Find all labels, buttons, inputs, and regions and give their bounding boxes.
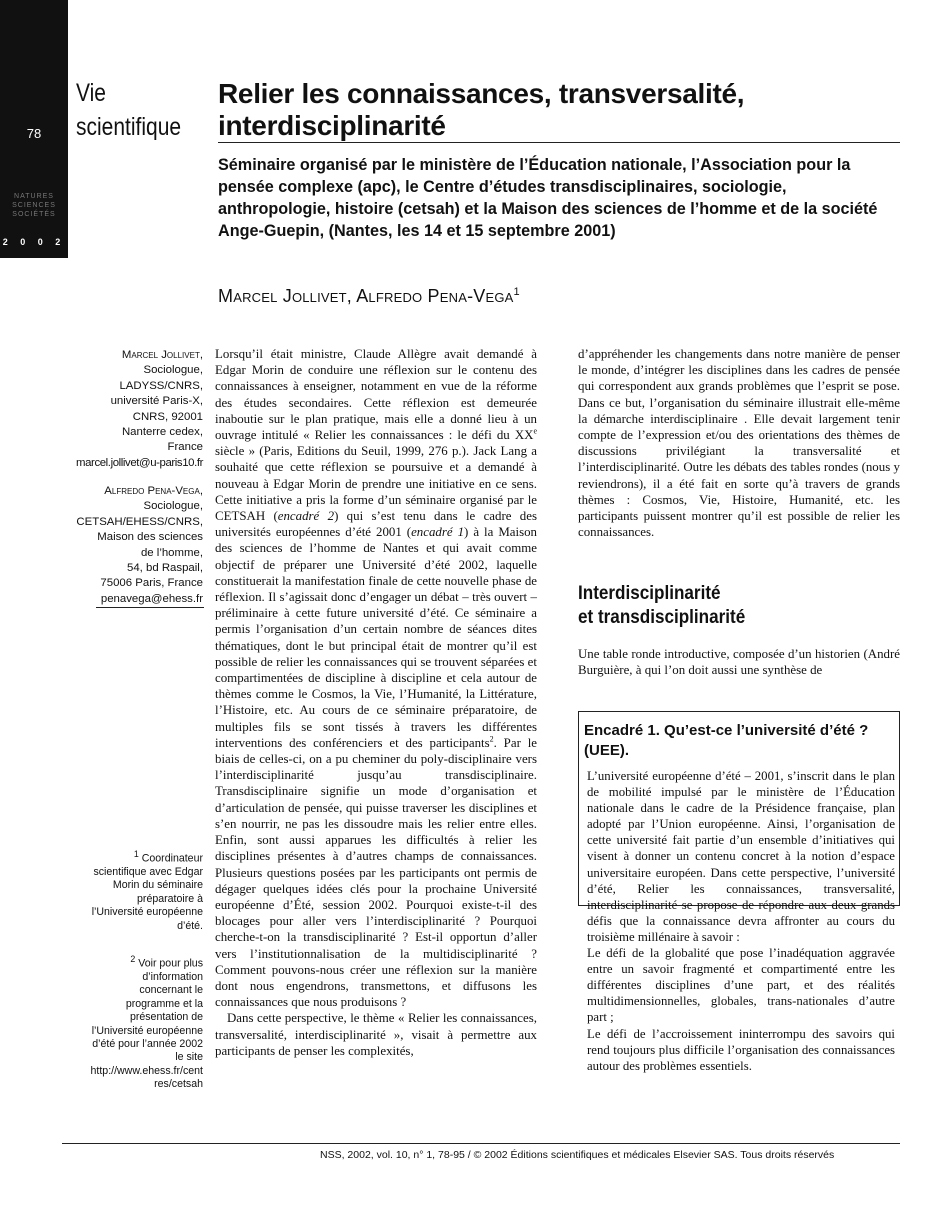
title-rule bbox=[218, 142, 900, 143]
body-paragraph: Une table ronde introductive, composée d’un historien (André Burguière, à qui l’on doit aussi une synthèse de bbox=[578, 647, 900, 678]
footnote-text: Coordinateur scientifique avec Edgar Morin du séminaire préparatoire à l’Université européenne d’été. bbox=[91, 852, 203, 932]
affiliation-line: France bbox=[167, 441, 203, 454]
authors-footnote-mark: 1 bbox=[513, 286, 520, 298]
citation-line: NSS, 2002, vol. 10, n° 1, 78-95 / © 2002 Éditions scientifiques et médicales Elsevier SAS. Tous droits réservés bbox=[320, 1149, 835, 1161]
journal-abbrev: NATURES SCIENCES SOCIÉTÉS bbox=[12, 193, 56, 218]
encadre-1-text bbox=[587, 768, 895, 1074]
body-paragraph: d’appréhender les changements dans notre manière de penser le monde, d’intégrer les disciplines dans les cadres de pensée qui correspondent aux grands problèmes que l’esprit se pose. Dans ce but, l’organisation du séminaire illustrait elle-même la démarche interdisciplinaire . Elle devait largement tenir compte de l’expression et/ou des orientations des thèmes de discussions privilégiant la transversalité et l’interdisciplinarité. Outre les débats des tables rondes (nous y reviendrons), il a été fait en sorte qu’à travers de grands thèmes : Cosmos, Vie, Histoire, Humanité, etc. les participants puissent montrer qu’il est possible de relier les connaissances. bbox=[578, 347, 900, 540]
issue-year: 2 0 0 2 bbox=[2, 237, 66, 247]
box-reference: encadré 1 bbox=[411, 525, 465, 540]
body-paragraph: Dans cette perspective, le thème « Relier les connaissances, transversalité, interdisciplinarité », visait à permettre aux participants de penser les complexités, bbox=[215, 1011, 537, 1058]
heading-line: Interdisciplinarité bbox=[578, 583, 721, 604]
footnote-1 bbox=[88, 848, 203, 933]
encadre-1-title: Encadré 1. Qu’est-ce l’université d’été ? (UEE). bbox=[584, 722, 869, 759]
affiliation-pena-vega bbox=[62, 484, 203, 607]
title-line1: Relier les connaissances, transversalité, bbox=[218, 78, 745, 109]
article-title bbox=[218, 78, 898, 142]
heading-line: et transdisciplinarité bbox=[578, 607, 746, 628]
affiliation-name: Alfredo Pena-Vega, bbox=[104, 485, 203, 497]
authors bbox=[218, 280, 900, 308]
article-subtitle: Séminaire organisé par le ministère de l’Éducation nationale, l’Association pour la pensée complexe (apc), le Centre d’études transdisciplinaires, sociologie, anthropologie, histoire (cetsah) et la Maison des sciences de l’homme et de la société Ange-Guepin, (Nantes, les 14 et 15 septembre 2001) bbox=[218, 156, 878, 240]
side-tab bbox=[0, 0, 68, 258]
box-paragraph: L’université européenne d’été – 2001, s’inscrit dans le plan de mobilité impulsé par le ministère de l’Éducation nationale dans le cadre de la Présidence française, plan adopté par l’Union européenne. Ainsi, l’organisation de cette université fait partie d’un ensemble d’initiatives qui visent à donner un contenu concret à la notion d’espace universitaire européen. Dans cette perspective, l’université d’été, Relier les connaissances, transversalité, interdisciplinarité se propose de répondre aux deux grands défis que la connaissance devra affronter au cours du troisième millénaire à savoir : bbox=[587, 769, 895, 944]
footnote-mark: 2 bbox=[130, 954, 136, 964]
body-column-2 bbox=[578, 346, 900, 540]
footnote-mark: 1 bbox=[133, 849, 139, 859]
text-run: . Par le biais de celles-ci, on a pu cheminer du poly-disciplinaire vers l’interdisciplinarité jusqu’au transdisciplinaire. Transdisciplinaire signifie un mode d’organisation et d’articulation de pensée, qui puisse traverser les disciplines et s’en nourrir, ne pas les dissoudre mais les relier entre elles. Enfin, sont aussi apparues les difficultés à relier les disciplines présentes à d’autres champs de connaissances. Plusieurs questions posées par les participants ont permis de dégager quelques idées clés pour la prochaine Université européenne d’Été, session 2002. Pourquoi existe-t-il des blocages pour aller vers l’interdisciplinarité ? Pourquoi cherche-t-on la transdisciplinarité ? Est-il opportun d’aller vers l’institutionnalisation de la multidisciplinarité ? Comment pouvons-nous créer une réflexion sur la manière dont nous engendrons, transmettons, et diffusons les connaissances que nous produisons ? bbox=[215, 735, 537, 1010]
authors-names: Marcel Jollivet, Alfredo Pena-Vega bbox=[218, 286, 514, 306]
text-run: siècle » (Paris, Editions du Seuil, 1999, 276 p.). Jack Lang a souhaité que cette réflexion se poursuive et a demandé à nouveau à Edgar Morin de prendre une initiative en ce sens. Cette initiative a pris la forme d’un séminaire organisé par le CETSAH ( bbox=[215, 444, 537, 524]
affiliation-email[interactable]: penavega@ehess.fr bbox=[100, 592, 203, 605]
affiliation-line: LADYSS/CNRS, bbox=[119, 379, 203, 392]
page-number: 78 bbox=[26, 126, 42, 141]
affiliation-line: de l’homme, bbox=[140, 546, 203, 559]
superscript: e bbox=[533, 426, 537, 436]
body-column-2-continued bbox=[578, 646, 900, 678]
footnote-text: Voir pour plus d’information concernant le programme et la présentation de l’Université européenne d’été pour l’année 2002 le site http://www.ehess.fr/centres/cetsah bbox=[90, 957, 203, 1091]
footer-rule bbox=[62, 1143, 900, 1144]
box-paragraph: Le défi de l’accroissement ininterrompu des savoirs qui rend toujours plus difficile l’organisation des connaissances autour des problèmes essentiels. bbox=[587, 1026, 895, 1073]
affiliation-line: 75006 Paris, France bbox=[100, 577, 203, 590]
box-paragraph: Le défi de la globalité que pose l’inadéquation aggravée entre un savoir fragmenté et compartimenté entre les différentes disciplines d’une part, et des réalités multidimensionnelles, globales, trans-nationales d’autre part ; bbox=[587, 946, 895, 1025]
text-run: ) qui s’est tenu dans le cadre des universités européennes d’été 2001 ( bbox=[215, 509, 537, 540]
body-column-1 bbox=[215, 346, 537, 1059]
section-label bbox=[76, 76, 185, 144]
affiliation-line: Sociologue, bbox=[143, 364, 203, 377]
section-heading bbox=[578, 582, 868, 630]
affiliation-jollivet bbox=[62, 348, 203, 471]
affiliation-line: Sociologue, bbox=[143, 500, 203, 513]
affiliation-email[interactable]: marcel.jollivet@u-paris10.fr bbox=[76, 456, 203, 469]
affiliation-name: Marcel Jollivet, bbox=[121, 349, 203, 361]
body-paragraph bbox=[215, 346, 537, 1010]
text-run: ) à la Maison des sciences de l’homme de Nantes et qui avait comme objectif de préparer une Université d’été 2002, laquelle constituerait la manifestation finale de cette nouvelle phase de réflexion. Il s’agissait donc d’engager un débat – très ouvert – préliminaire à cette future université d’été. Ce séminaire a permis l’organisation d’un certain nombre de séances dites thématiques, dont le but principal était de montrer qu’il est possible de relier les connaissances qui se trouvent séparées et compartimentées de discipline à discipline et cela autour de thèmes comme le Cosmos, la Vie, l’Humanité, la Littérature, l’Histoire, etc. Au cours de ce séminaire préparatoire, de multiples fils se sont tissés à travers les différentes interventions des conférenciers et des participants bbox=[215, 525, 537, 750]
footnote-ref: 2 bbox=[489, 734, 494, 744]
title-line2: interdisciplinarité bbox=[218, 110, 446, 141]
box-reference: encadré 2 bbox=[277, 509, 335, 524]
footnote-2 bbox=[88, 953, 203, 1092]
affiliation-line: CETSAH/EHESS/CNRS, bbox=[76, 515, 203, 528]
affiliation-line: Maison des sciences bbox=[97, 531, 203, 544]
text-run: Lorsqu’il était ministre, Claude Allègre avait demandé à Edgar Morin de conduire une réflexion sur le contenu des connaissances à enseigner, notamment en vue de la réforme des études secondaires. Cette réflexion est demeurée inaboutie sur le plan pratique, mais elle a donné lieu à un ouvrage intitulé « Relier les connaissances : le défi du XX bbox=[215, 347, 537, 443]
section-label-line1: Vie bbox=[76, 79, 106, 107]
affiliation-line: université Paris-X, bbox=[110, 395, 203, 408]
affiliation-line: CNRS, 92001 bbox=[132, 410, 203, 423]
affiliation-line: 54, bd Raspail, bbox=[127, 562, 203, 575]
section-label-line2: scientifique bbox=[76, 113, 182, 141]
affiliation-line: Nanterre cedex, bbox=[121, 426, 203, 439]
affiliation-rule bbox=[96, 607, 204, 608]
